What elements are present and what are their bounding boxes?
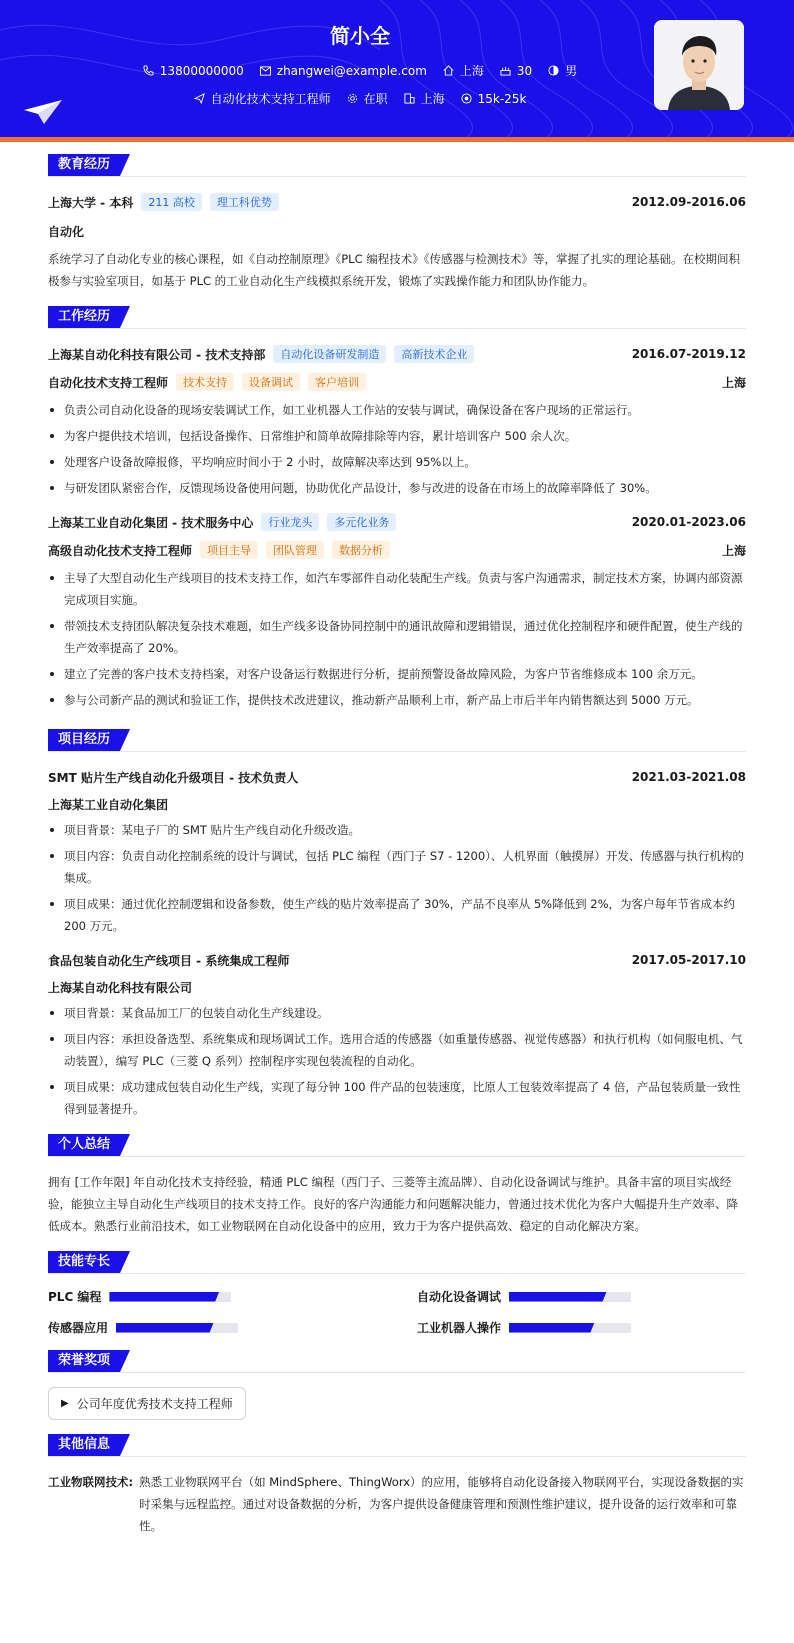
- work-location: 上海: [721, 543, 746, 558]
- awards-section: [48, 1350, 746, 1420]
- skill-bar-fill: [116, 1323, 214, 1333]
- other-text: 熟悉工业物联网平台（如 MindSphere、ThingWorx）的应用，能够将自动化设备接入物联网平台，实现设备数据的实时采集与远程监控。通过对设备数据的分析，为客户提供设备健康管理和预测性维护建议，提升设备的运行效率和可靠性。: [139, 1475, 744, 1533]
- phone-item: [143, 62, 244, 79]
- email-text: zhangwei@example.com: [276, 63, 427, 78]
- education-date: 2012.09-2016.06: [631, 195, 746, 209]
- skill-bar-fill: [509, 1292, 607, 1302]
- skill-name: PLC 编程: [48, 1290, 102, 1304]
- role-tag: 技术支持: [176, 373, 234, 391]
- project-entry-header: [48, 766, 746, 788]
- gender-item: [548, 62, 577, 79]
- caret-right-icon: ▶: [61, 1398, 69, 1409]
- age-text: 30: [516, 63, 533, 78]
- education-section: [48, 154, 746, 292]
- education-entry-header: [48, 191, 746, 213]
- skill-bar: [116, 1323, 238, 1333]
- project-title: 食品包装自动化生产线项目 - 系统集成工程师: [48, 953, 290, 968]
- project-bullets: [48, 819, 746, 937]
- skill-bar-fill: [509, 1323, 594, 1333]
- role-title: 高级自动化技术支持工程师: [48, 543, 193, 558]
- role-tag: 团队管理: [266, 541, 324, 559]
- section-header: [48, 1350, 746, 1373]
- work-date: 2016.07-2019.12: [631, 347, 746, 361]
- school-tag: 理工科优势: [210, 193, 279, 211]
- list-item: 负责公司自动化设备的现场安装调试工作，如工业机器人工作站的安装与调试，确保设备在客户现场的正常运行。: [48, 399, 746, 421]
- resume-body: [0, 154, 794, 1537]
- work-date: 2020.01-2023.06: [631, 515, 746, 529]
- project-entry: [48, 766, 746, 937]
- skills-grid: [48, 1288, 746, 1336]
- salary-item: [461, 90, 527, 107]
- status-item: [347, 90, 388, 107]
- list-item: 项目成果：成功建成包装自动化生产线，实现了每分钟 100 件产品的包装速度，比原人工包装效率提高了 4 倍，产品包装质量一致性得到显著提升。: [48, 1076, 746, 1120]
- candidate-name: 简小全: [330, 24, 390, 48]
- award-label: 公司年度优秀技术支持工程师: [76, 1397, 233, 1411]
- company-name: 上海某自动化科技有限公司 - 技术支持部: [48, 347, 266, 362]
- city-item: [404, 90, 445, 107]
- role-title: 自动化技术支持工程师: [48, 375, 169, 390]
- cake-icon: [500, 65, 511, 76]
- work-entry: [48, 343, 746, 499]
- school-tag: 211 高校: [141, 193, 202, 211]
- list-item: 处理客户设备故障报修，平均响应时间小于 2 小时，故障解决率达到 95%以上。: [48, 451, 746, 473]
- list-item: 项目成果：通过优化控制逻辑和设备参数，使生产线的贴片效率提高了 30%，产品不良率从 5%降低到 2%，为客户每年节省成本约 200 万元。: [48, 893, 746, 937]
- skill-item: [417, 1319, 746, 1336]
- section-header: [48, 154, 746, 177]
- skill-item: [48, 1288, 377, 1305]
- work-role-row: [48, 539, 746, 561]
- job-target-text: 自动化技术支持工程师: [210, 92, 331, 106]
- school-name: 上海大学 - 本科: [48, 195, 134, 210]
- list-item: 项目背景：某食品加工厂的包装自动化生产线建设。: [48, 1002, 746, 1024]
- work-location: 上海: [721, 375, 746, 390]
- section-header: [48, 1134, 746, 1157]
- avatar: [654, 20, 744, 110]
- location-text: 上海: [459, 64, 484, 78]
- section-title: 个人总结: [48, 1134, 120, 1156]
- list-item: 带领技术支持团队解决复杂技术难题，如生产线多设备协同控制中的通讯故障和逻辑错误，通过优化控制程序和硬件配置，使生产线的生产效率提高了 20%。: [48, 615, 746, 659]
- header-accent-stripe: [0, 137, 794, 142]
- gear-icon: [347, 93, 358, 104]
- skill-name: 工业机器人操作: [417, 1321, 502, 1335]
- list-item: 主导了大型自动化生产线项目的技术支持工作，如汽车零部件自动化装配生产线。负责与客户沟通需求，制定技术方案，协调内部资源完成项目实施。: [48, 567, 746, 611]
- project-title: SMT 贴片生产线自动化升级项目 - 技术负责人: [48, 770, 299, 785]
- gender-icon: [548, 65, 559, 76]
- job-intent-row: [0, 90, 720, 107]
- project-entry-header: [48, 949, 746, 971]
- resume-header: [0, 0, 794, 142]
- home-icon: [443, 65, 454, 76]
- phone-text: 13800000000: [159, 63, 244, 78]
- list-item: 项目内容：承担设备选型、系统集成和现场调试工作。选用合适的传感器（如重量传感器、视觉传感器）和执行机构（如伺服电机、气动装置），编写 PLC（三菱 Q 系列）控制程序实现包装流程的自动化。: [48, 1028, 746, 1072]
- location-item: [443, 62, 484, 79]
- skill-bar-fill: [109, 1292, 219, 1302]
- summary-text: 拥有 [工作年限] 年自动化技术支持经验，精通 PLC 编程（西门子、三菱等主流品牌）、自动化设备调试与维护。具备丰富的项目实战经验，能独立主导自动化生产线项目的技术支持工作。良好的客户沟通能力和问题解决能力，曾通过技术优化为客户大幅提升生产效率、降低成本。熟悉行业前沿技术，如工业物联网在自动化设备中的应用，致力于为客户提供高效、稳定的自动化解决方案。: [48, 1175, 738, 1233]
- section-header: [48, 1251, 746, 1274]
- skill-name: 传感器应用: [48, 1321, 109, 1335]
- work-role-row: [48, 371, 746, 393]
- gender-text: 男: [565, 64, 578, 78]
- project-entry: [48, 949, 746, 1120]
- email-icon: [260, 65, 271, 76]
- role-tag: 设备调试: [242, 373, 300, 391]
- project-org: 上海某自动化科技有限公司: [48, 981, 193, 995]
- list-item: 参与公司新产品的测试和验证工作，提供技术改进建议，推动新产品顺利上市，新产品上市后半年内销售额达到 5000 万元。: [48, 689, 746, 711]
- job-target-item: [194, 90, 331, 107]
- company-tag: 多元化业务: [327, 513, 396, 531]
- list-item: 与研发团队紧密合作，反馈现场设备使用问题，协助优化产品设计，参与改进的设备在市场上的故障率降低了 30%。: [48, 477, 746, 499]
- salary-text: 15k-25k: [477, 91, 527, 106]
- city-text: 上海: [420, 92, 445, 106]
- project-date: 2017.05-2017.10: [631, 953, 746, 967]
- project-date: 2021.03-2021.08: [631, 770, 746, 784]
- work-entry: [48, 511, 746, 711]
- list-item: 项目背景：某电子厂的 SMT 贴片生产线自动化升级改造。: [48, 819, 746, 841]
- summary-section: [48, 1134, 746, 1237]
- education-description: 系统学习了自动化专业的核心课程，如《自动控制原理》《PLC 编程技术》《传感器与检测技术》等，掌握了扎实的理论基础。在校期间积极参与实验室项目，如基于 PLC 的工业自动化生产线模拟系统开发，锻炼了实践操作能力和团队协作能力。: [48, 252, 741, 288]
- section-title: 其他信息: [48, 1434, 120, 1456]
- phone-icon: [143, 65, 154, 76]
- list-item: 项目内容：负责自动化控制系统的设计与调试，包括 PLC 编程（西门子 S7 - 1200）、人机界面（触摸屏）开发、传感器与执行机构的集成。: [48, 845, 746, 889]
- section-header: [48, 306, 746, 329]
- other-section: [48, 1434, 746, 1537]
- role-tag: 客户培训: [308, 373, 366, 391]
- contact-row: [0, 62, 720, 79]
- role-tag: 项目主导: [200, 541, 258, 559]
- work-entry-header: [48, 511, 746, 533]
- age-item: [500, 62, 532, 79]
- company-name: 上海某工业自动化集团 - 技术服务中心: [48, 515, 254, 530]
- section-title: 项目经历: [48, 729, 120, 751]
- skill-item: [417, 1288, 746, 1305]
- project-bullets: [48, 1002, 746, 1120]
- skills-section: [48, 1251, 746, 1336]
- work-bullets: [48, 399, 746, 499]
- company-tag: 行业龙头: [261, 513, 319, 531]
- list-item: 建立了完善的客户技术支持档案，对客户设备运行数据进行分析，提前预警设备故障风险，为客户节省维修成本 100 余万元。: [48, 663, 746, 685]
- company-tag: 高新技术企业: [394, 345, 474, 363]
- building-icon: [404, 93, 415, 104]
- skill-bar: [509, 1323, 631, 1333]
- email-item: [260, 62, 427, 79]
- work-entry-header: [48, 343, 746, 365]
- money-icon: [461, 93, 472, 104]
- skill-item: [48, 1319, 377, 1336]
- status-text: 在职: [363, 92, 388, 106]
- company-tag: 自动化设备研发制造: [273, 345, 386, 363]
- other-item: [48, 1471, 746, 1537]
- project-org: 上海某工业自动化集团: [48, 798, 169, 812]
- portrait-image: [654, 20, 744, 110]
- section-title: 技能专长: [48, 1251, 120, 1273]
- major: 自动化: [48, 225, 85, 239]
- project-section: [48, 729, 746, 1120]
- section-title: 工作经历: [48, 306, 120, 328]
- list-item: 为客户提供技术培训，包括设备操作、日常维护和简单故障排除等内容，累计培训客户 500 余人次。: [48, 425, 746, 447]
- skill-bar: [109, 1292, 231, 1302]
- section-header: [48, 1434, 746, 1457]
- send-icon: [194, 93, 205, 104]
- award-item[interactable]: [48, 1387, 246, 1420]
- skill-name: 自动化设备调试: [417, 1290, 502, 1304]
- section-title: 教育经历: [48, 154, 120, 176]
- work-bullets: [48, 567, 746, 711]
- other-label: 工业物联网技术:: [48, 1475, 134, 1489]
- role-tag: 数据分析: [332, 541, 390, 559]
- paper-plane-icon: [24, 100, 62, 124]
- section-header: [48, 729, 746, 752]
- work-section: [48, 306, 746, 711]
- section-title: 荣誉奖项: [48, 1350, 120, 1372]
- skill-bar: [509, 1292, 631, 1302]
